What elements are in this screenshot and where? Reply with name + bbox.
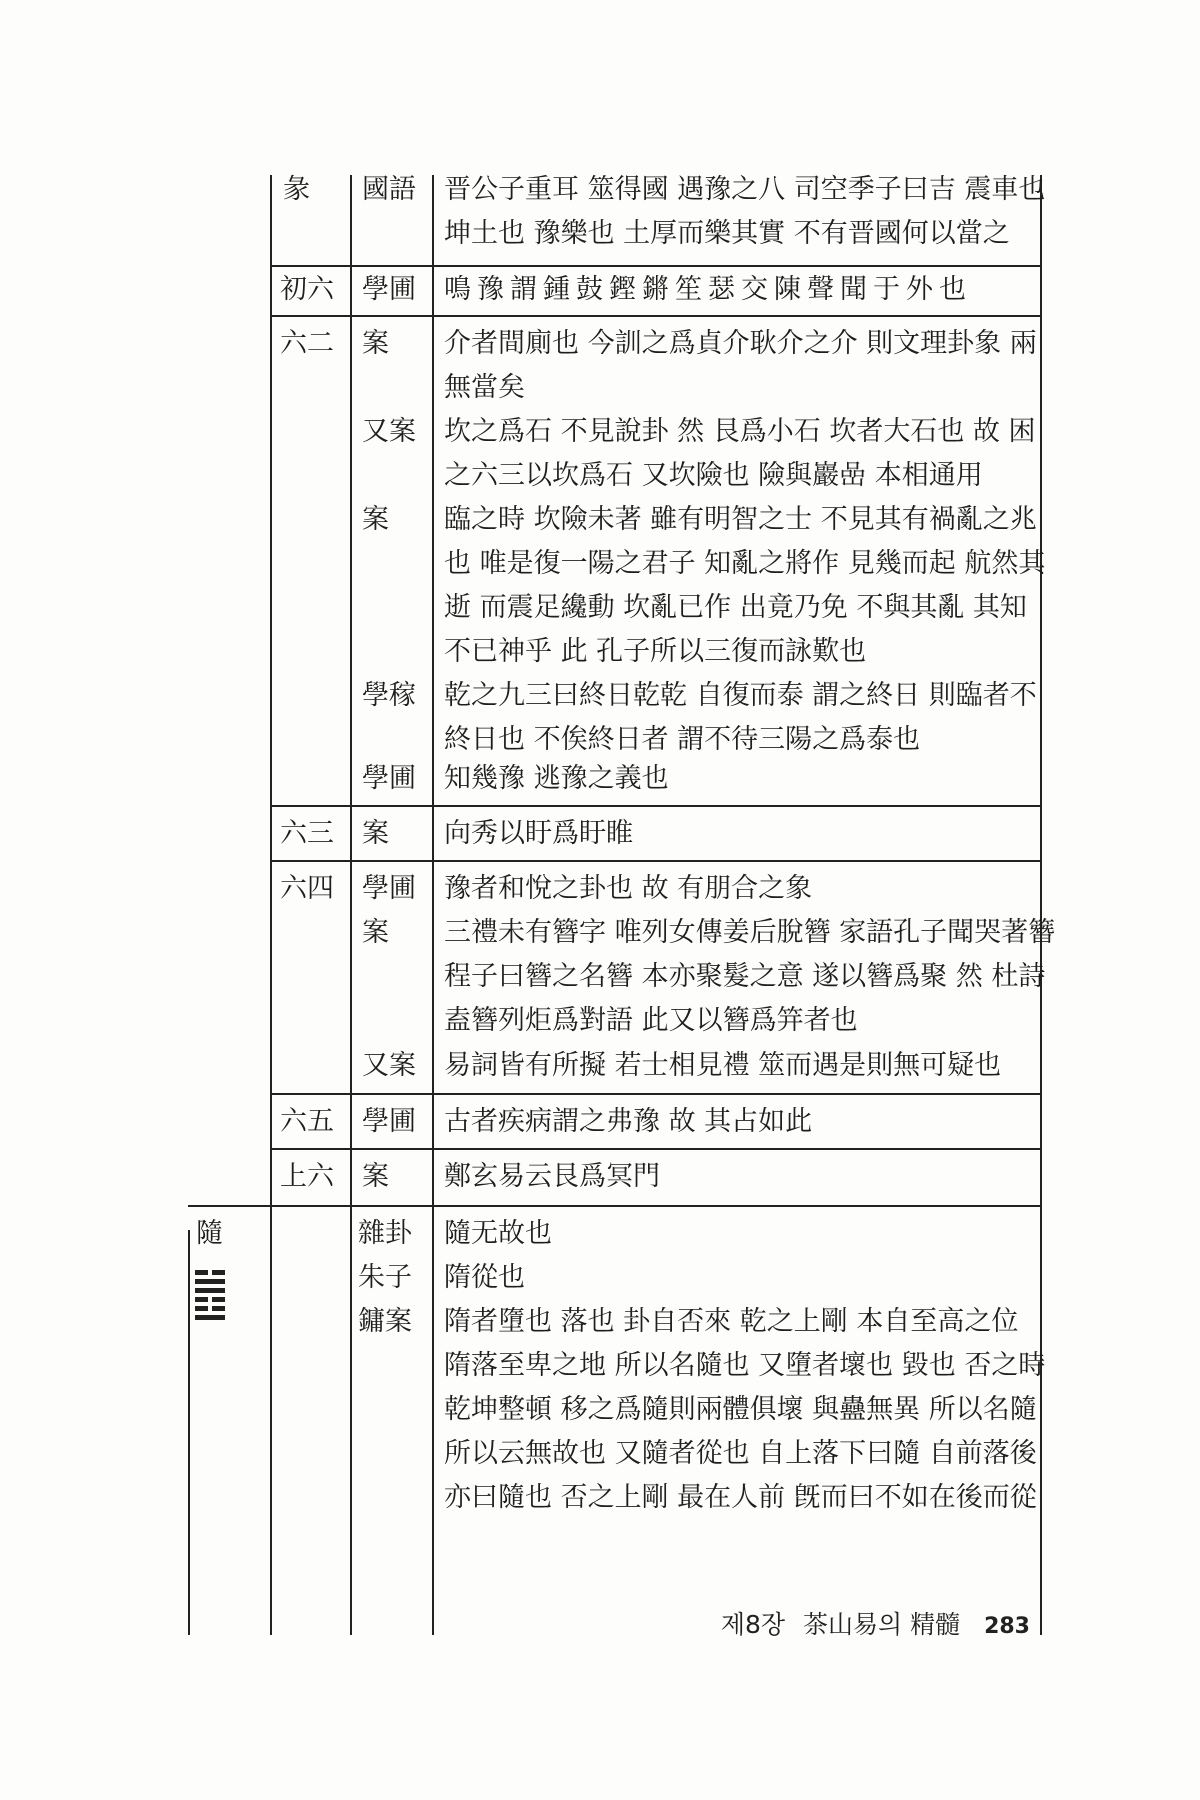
source-label: 案	[362, 818, 389, 849]
source-label: 學圃	[362, 873, 416, 904]
commentary-text: 知幾豫 逃豫之義也	[444, 763, 669, 794]
page-footer	[721, 1605, 1030, 1641]
row-divider	[270, 1093, 1042, 1095]
source-label: 朱子	[358, 1262, 412, 1293]
line-label: 六三	[280, 818, 334, 849]
line-label: 六五	[280, 1106, 334, 1137]
commentary-text: 三禮未有簪字 唯列女傳姜后脫簪 家語孔子聞哭著簪 程子曰簪之名簪 本亦聚髮之意 遂以簪爲聚 然 杜詩 盍簪列炬爲對語 此又以簪爲笄者也	[444, 917, 1056, 1036]
commentary-text: 古者疾病謂之弗豫 故 其占如此	[444, 1106, 813, 1137]
hexagram-name: 隨	[196, 1218, 223, 1249]
source-label: 國語	[362, 174, 416, 205]
source-label: 學圃	[362, 1106, 416, 1137]
hexagram-column-divider	[270, 175, 272, 1635]
source-label: 又案	[362, 1050, 416, 1081]
commentary-text: 隨无故也	[444, 1218, 552, 1249]
table-left-border	[188, 1230, 190, 1635]
page-number: 283	[984, 1614, 1030, 1639]
commentary-text: 易詞皆有所擬 若士相見禮 筮而遇是則無可疑也	[444, 1050, 1002, 1081]
commentary-text: 晋公子重耳 筮得國 遇豫之八 司空季子曰吉 震車也 坤土也 豫樂也 土厚而樂其實 不有晋國何以當之	[444, 174, 1046, 249]
line-label: 六四	[280, 873, 334, 904]
source-label: 案	[362, 917, 389, 948]
source-label: 案	[362, 328, 389, 359]
source-label: 學圃	[362, 763, 416, 794]
commentary-text: 介者間廁也 今訓之爲貞介耿介之介 則文理卦象 兩 無當矣	[444, 328, 1037, 403]
source-label: 又案	[362, 416, 416, 447]
commentary-text: 豫者和悅之卦也 故 有朋合之象	[444, 873, 813, 904]
row-divider	[270, 315, 1042, 317]
commentary-text: 隋從也	[444, 1262, 525, 1293]
commentary-text: 鄭玄易云艮爲冥門	[444, 1161, 660, 1192]
source-label: 案	[362, 504, 389, 535]
commentary-text: 臨之時 坎險未著 雖有明智之士 不見其有禍亂之兆 也 唯是復一陽之君子 知亂之將作 見幾而起 航然其 逝 而震足纔動 坎亂已作 出竟乃免 不與其亂 其知 不已神乎 此 孔子所以三復而詠歎也	[444, 504, 1046, 667]
commentary-text: 鳴豫謂鍾鼓鏗鏘笙瑟交陳聲聞于外也	[444, 274, 972, 305]
row-divider	[188, 1205, 1042, 1207]
source-label: 雜卦	[358, 1218, 412, 1249]
row-divider	[270, 265, 1042, 267]
line-label: 六二	[280, 328, 334, 359]
row-divider	[270, 1148, 1042, 1150]
chapter-title: 茶山易의 精髓	[803, 1610, 961, 1639]
line-column-divider	[350, 175, 352, 1635]
commentary-text: 坎之爲石 不見說卦 然 艮爲小石 坎者大石也 故 困 之六三以坎爲石 又坎險也 險與巖嵒 本相通用	[444, 416, 1036, 491]
sui-hexagram-icon	[195, 1270, 225, 1324]
source-column-divider	[432, 175, 434, 1635]
source-label: 學稼	[362, 680, 416, 711]
source-label: 案	[362, 1161, 389, 1192]
commentary-text: 隋者墮也 落也 卦自否來 乾之上剛 本自至高之位 隋落至卑之地 所以名隨也 又墮者壞也 毀也 否之時 乾坤整頓 移之爲隨則兩體俱壞 與蠱無異 所以名隨 所以云無故也 又隨者從也 自上落下曰隨 自前落後 亦曰隨也 否之上剛 最在人前 旣而曰不如在後而從	[444, 1306, 1046, 1513]
commentary-text: 乾之九三曰終日乾乾 自復而泰 謂之終日 則臨者不 終日也 不俟終日者 謂不待三陽之爲泰也	[444, 680, 1037, 755]
chapter-label: 제8장	[720, 1610, 786, 1639]
line-label: 彖	[283, 174, 310, 205]
row-divider	[270, 805, 1042, 807]
line-label: 上六	[280, 1161, 334, 1192]
row-divider	[270, 860, 1042, 862]
source-label: 學圃	[362, 274, 416, 305]
commentary-text: 向秀以盱爲盱睢	[444, 818, 633, 849]
source-label: 鏞案	[358, 1306, 412, 1337]
line-label: 初六	[280, 274, 334, 305]
